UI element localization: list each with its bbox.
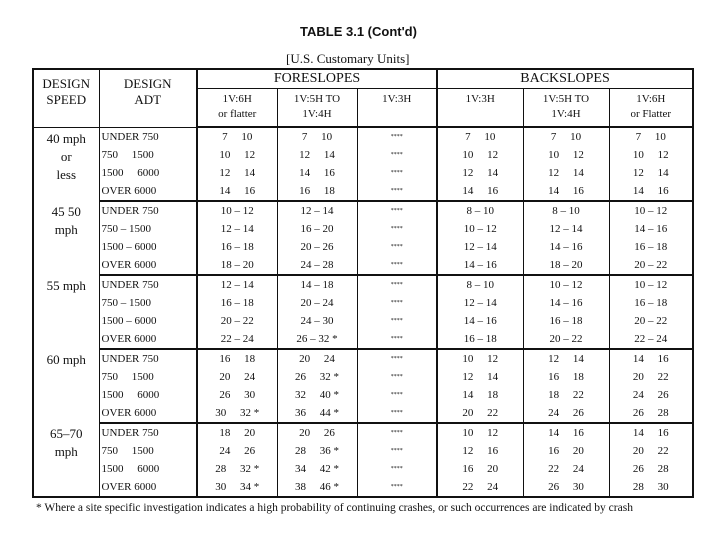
clear-zone-cell: 16 20 [437,460,523,478]
adt-cell: UNDER 750 [99,423,197,442]
clear-zone-cell: **** [357,164,437,182]
footnote: * Where a site specific investigation indicates a high probability of continuing crashes, or such occurrences are indicated by crash [36,502,633,514]
clear-zone-cell: 12 14 [437,164,523,182]
clear-zone-cell: 10 12 [437,423,523,442]
clear-zone-cell: **** [357,330,437,349]
fore-col-3-header: 1V:3H [357,89,437,128]
clear-zone-cell: 14 16 [197,182,277,201]
clear-zone-cell: 16 18 [197,349,277,368]
adt-cell: UNDER 750 [99,127,197,146]
clear-zone-cell: 26 – 32 * [277,330,357,349]
clear-zone-cell: 36 44 * [277,404,357,423]
table-row [33,312,693,330]
clear-zone-cell: 16 20 [523,442,609,460]
clear-zone-cell: 14 16 [609,182,693,201]
clear-zone-cell: 22 – 24 [197,330,277,349]
clear-zone-cell: **** [357,312,437,330]
back-col-1-header: 1V:3H [437,89,523,128]
clear-zone-cell: 14 18 [437,386,523,404]
clear-zone-cell: 32 40 * [277,386,357,404]
clear-zone-cell: 20 24 [277,349,357,368]
clear-zone-cell: 24 26 [523,404,609,423]
clear-zone-cell: 8 – 10 [437,275,523,294]
table-row [33,164,693,182]
adt-cell: 750 1500 [99,442,197,460]
clear-zone-cell: **** [357,201,437,220]
foreslopes-header: FORESLOPES [197,69,437,89]
table-row [33,238,693,256]
adt-cell: 1500 – 6000 [99,312,197,330]
design-speed-cell: 55 mph [46,278,86,293]
clear-zone-cell: 14 16 [523,182,609,201]
clear-zone-cell: **** [357,386,437,404]
clear-zone-cell: 16 – 18 [523,312,609,330]
clear-zone-cell: 14 16 [609,349,693,368]
adt-cell: 750 1500 [99,146,197,164]
table-row [33,460,693,478]
table-row [33,220,693,238]
clear-zone-cell: **** [357,442,437,460]
adt-cell: OVER 6000 [99,182,197,201]
design-speed-cell: 65–70 mph [50,426,83,459]
clear-zone-cell: **** [357,294,437,312]
back-col-3-header: 1V:6H or Flatter [609,89,693,128]
clear-zone-cell: **** [357,182,437,201]
clear-zone-cell: 7 10 [609,127,693,146]
clear-zone-cell: **** [357,404,437,423]
clear-zone-cell: 12 14 [523,349,609,368]
clear-zone-cell: 12 14 [523,164,609,182]
adt-cell: UNDER 750 [99,349,197,368]
clear-zone-cell: 14 – 16 [523,238,609,256]
back-col-2-header: 1V:5H TO 1V:4H [523,89,609,128]
clear-zone-cell: 30 32 * [197,404,277,423]
clear-zone-cell: 20 24 [197,368,277,386]
adt-cell: 1500 – 6000 [99,238,197,256]
clear-zone-cell: 20 – 24 [277,294,357,312]
clear-zone-table [32,68,694,498]
table-row [33,146,693,164]
clear-zone-cell: 8 – 10 [437,201,523,220]
clear-zone-cell: **** [357,349,437,368]
table-row [33,201,693,220]
clear-zone-cell: 10 – 12 [609,275,693,294]
backslopes-header: BACKSLOPES [437,69,693,89]
clear-zone-cell: 14 – 16 [523,294,609,312]
clear-zone-cell: **** [357,423,437,442]
clear-zone-cell: 7 10 [437,127,523,146]
clear-zone-cell: 20 – 22 [609,312,693,330]
clear-zone-cell: **** [357,275,437,294]
clear-zone-cell: 14 16 [437,182,523,201]
clear-zone-cell: 34 42 * [277,460,357,478]
adt-cell: 750 1500 [99,368,197,386]
adt-cell: 750 – 1500 [99,294,197,312]
clear-zone-cell: **** [357,146,437,164]
clear-zone-cell: 20 – 26 [277,238,357,256]
clear-zone-cell: 12 – 14 [437,238,523,256]
clear-zone-cell: **** [357,238,437,256]
clear-zone-cell: 26 30 [523,478,609,497]
clear-zone-cell: 26 30 [197,386,277,404]
table-row [33,127,693,146]
clear-zone-cell: 12 – 14 [197,220,277,238]
clear-zone-cell: 22 – 24 [609,330,693,349]
adt-cell: 1500 6000 [99,164,197,182]
clear-zone-cell: 18 – 20 [197,256,277,275]
table-row [33,442,693,460]
clear-zone-cell: 18 20 [197,423,277,442]
clear-zone-cell: 14 – 18 [277,275,357,294]
clear-zone-cell: 14 16 [277,164,357,182]
table-title: TABLE 3.1 (Cont'd) [300,24,417,39]
table-row [33,294,693,312]
clear-zone-cell: 24 26 [197,442,277,460]
clear-zone-cell: 24 – 28 [277,256,357,275]
table-row [33,349,693,368]
clear-zone-cell: 14 – 16 [437,312,523,330]
design-speed-cell: 60 mph [46,352,86,367]
clear-zone-cell: 16 – 18 [609,294,693,312]
clear-zone-cell: 12 14 [609,164,693,182]
clear-zone-cell: 12 14 [277,146,357,164]
clear-zone-cell: 10 12 [523,146,609,164]
clear-zone-cell: 12 – 14 [523,220,609,238]
clear-zone-cell: 14 16 [609,423,693,442]
clear-zone-cell: 28 30 [609,478,693,497]
clear-zone-cell: 24 – 30 [277,312,357,330]
table-row [33,275,693,294]
clear-zone-cell: 10 12 [437,349,523,368]
table-row [33,478,693,497]
table-row [33,423,693,442]
clear-zone-cell: **** [357,127,437,146]
clear-zone-cell: 18 22 [523,386,609,404]
table-row [33,404,693,423]
clear-zone-cell: 7 10 [523,127,609,146]
clear-zone-cell: 20 22 [609,442,693,460]
clear-zone-cell: 10 – 12 [437,220,523,238]
clear-zone-cell: 22 24 [523,460,609,478]
design-speed-header: DESIGN SPEED [33,69,99,127]
design-adt-header: DESIGN ADT [99,69,197,127]
table-row [33,256,693,275]
adt-cell: 1500 6000 [99,460,197,478]
clear-zone-cell: 14 – 16 [437,256,523,275]
clear-zone-cell: 16 – 20 [277,220,357,238]
clear-zone-cell: 20 – 22 [523,330,609,349]
clear-zone-cell: 14 16 [523,423,609,442]
clear-zone-cell: 12 14 [437,368,523,386]
design-speed-cell: 40 mph or less [46,130,86,182]
adt-cell: UNDER 750 [99,275,197,294]
clear-zone-cell: 12 – 14 [197,275,277,294]
clear-zone-cell: 10 – 12 [197,201,277,220]
clear-zone-cell: 16 – 18 [197,238,277,256]
clear-zone-cell: 7 10 [197,127,277,146]
clear-zone-cell: 8 – 10 [523,201,609,220]
adt-cell: OVER 6000 [99,404,197,423]
clear-zone-cell: 26 28 [609,404,693,423]
fore-col-1-header: 1V:6H or flatter [197,89,277,128]
clear-zone-cell: 10 12 [197,146,277,164]
adt-cell: OVER 6000 [99,478,197,497]
clear-zone-cell: 28 36 * [277,442,357,460]
clear-zone-cell: 12 16 [437,442,523,460]
adt-cell: UNDER 750 [99,201,197,220]
clear-zone-cell: 16 – 18 [197,294,277,312]
clear-zone-cell: 26 32 * [277,368,357,386]
clear-zone-cell: 10 12 [437,146,523,164]
units-label: [U.S. Customary Units] [286,51,410,66]
clear-zone-cell: **** [357,220,437,238]
clear-zone-cell: **** [357,478,437,497]
clear-zone-cell: **** [357,368,437,386]
clear-zone-cell: 20 – 22 [609,256,693,275]
clear-zone-cell: 12 – 14 [277,201,357,220]
table-row [33,182,693,201]
clear-zone-cell: **** [357,256,437,275]
adt-cell: OVER 6000 [99,330,197,349]
clear-zone-cell: **** [357,460,437,478]
clear-zone-cell: 18 – 20 [523,256,609,275]
clear-zone-cell: 38 46 * [277,478,357,497]
clear-zone-cell: 16 – 18 [437,330,523,349]
table-row [33,386,693,404]
clear-zone-cell: 24 26 [609,386,693,404]
adt-cell: 1500 6000 [99,386,197,404]
clear-zone-cell: 22 24 [437,478,523,497]
clear-zone-cell: 10 – 12 [609,201,693,220]
clear-zone-cell: 26 28 [609,460,693,478]
table-row [33,330,693,349]
clear-zone-cell: 16 18 [277,182,357,201]
clear-zone-cell: 20 22 [437,404,523,423]
clear-zone-cell: 12 14 [197,164,277,182]
table-row [33,368,693,386]
clear-zone-cell: 14 – 16 [609,220,693,238]
clear-zone-cell: 16 – 18 [609,238,693,256]
clear-zone-cell: 16 18 [523,368,609,386]
clear-zone-cell: 10 – 12 [523,275,609,294]
adt-cell: OVER 6000 [99,256,197,275]
clear-zone-cell: 12 – 14 [437,294,523,312]
clear-zone-cell: 28 32 * [197,460,277,478]
clear-zone-cell: 30 34 * [197,478,277,497]
clear-zone-cell: 20 22 [609,368,693,386]
clear-zone-cell: 10 12 [609,146,693,164]
clear-zone-cell: 20 26 [277,423,357,442]
clear-zone-cell: 7 10 [277,127,357,146]
adt-cell: 750 – 1500 [99,220,197,238]
design-speed-cell: 45 50 mph [51,204,81,237]
clear-zone-cell: 20 – 22 [197,312,277,330]
fore-col-2-header: 1V:5H TO 1V:4H [277,89,357,128]
